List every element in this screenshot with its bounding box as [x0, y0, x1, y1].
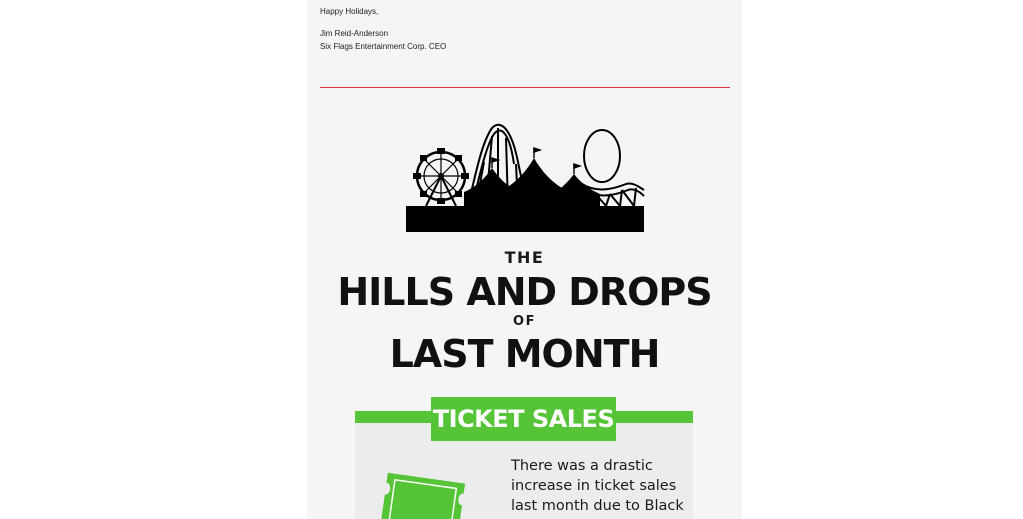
- description-line: There was a drastic: [511, 458, 653, 474]
- heading-of: OF: [513, 314, 536, 329]
- email-content-column: [307, 0, 742, 519]
- description-line: increase in ticket sales: [511, 478, 677, 494]
- ticket-icon: [373, 470, 473, 519]
- description-line: last month due to Black: [511, 498, 684, 514]
- ticket-sales-description: [511, 456, 701, 516]
- section-divider: [320, 87, 730, 88]
- signer-title: Six Flags Entertainment Corp. CEO: [320, 42, 447, 51]
- amusement-park-skyline-icon: [406, 122, 646, 234]
- greeting-text: Happy Holidays,: [320, 7, 379, 16]
- heading-last-month: LAST MONTH: [389, 332, 660, 376]
- ticket-sales-title: TICKET SALES: [431, 397, 616, 441]
- heading-the: THE: [504, 248, 545, 267]
- heading-hills-and-drops: HILLS AND DROPS: [337, 270, 712, 314]
- signer-name: Jim Reid-Anderson: [320, 29, 389, 38]
